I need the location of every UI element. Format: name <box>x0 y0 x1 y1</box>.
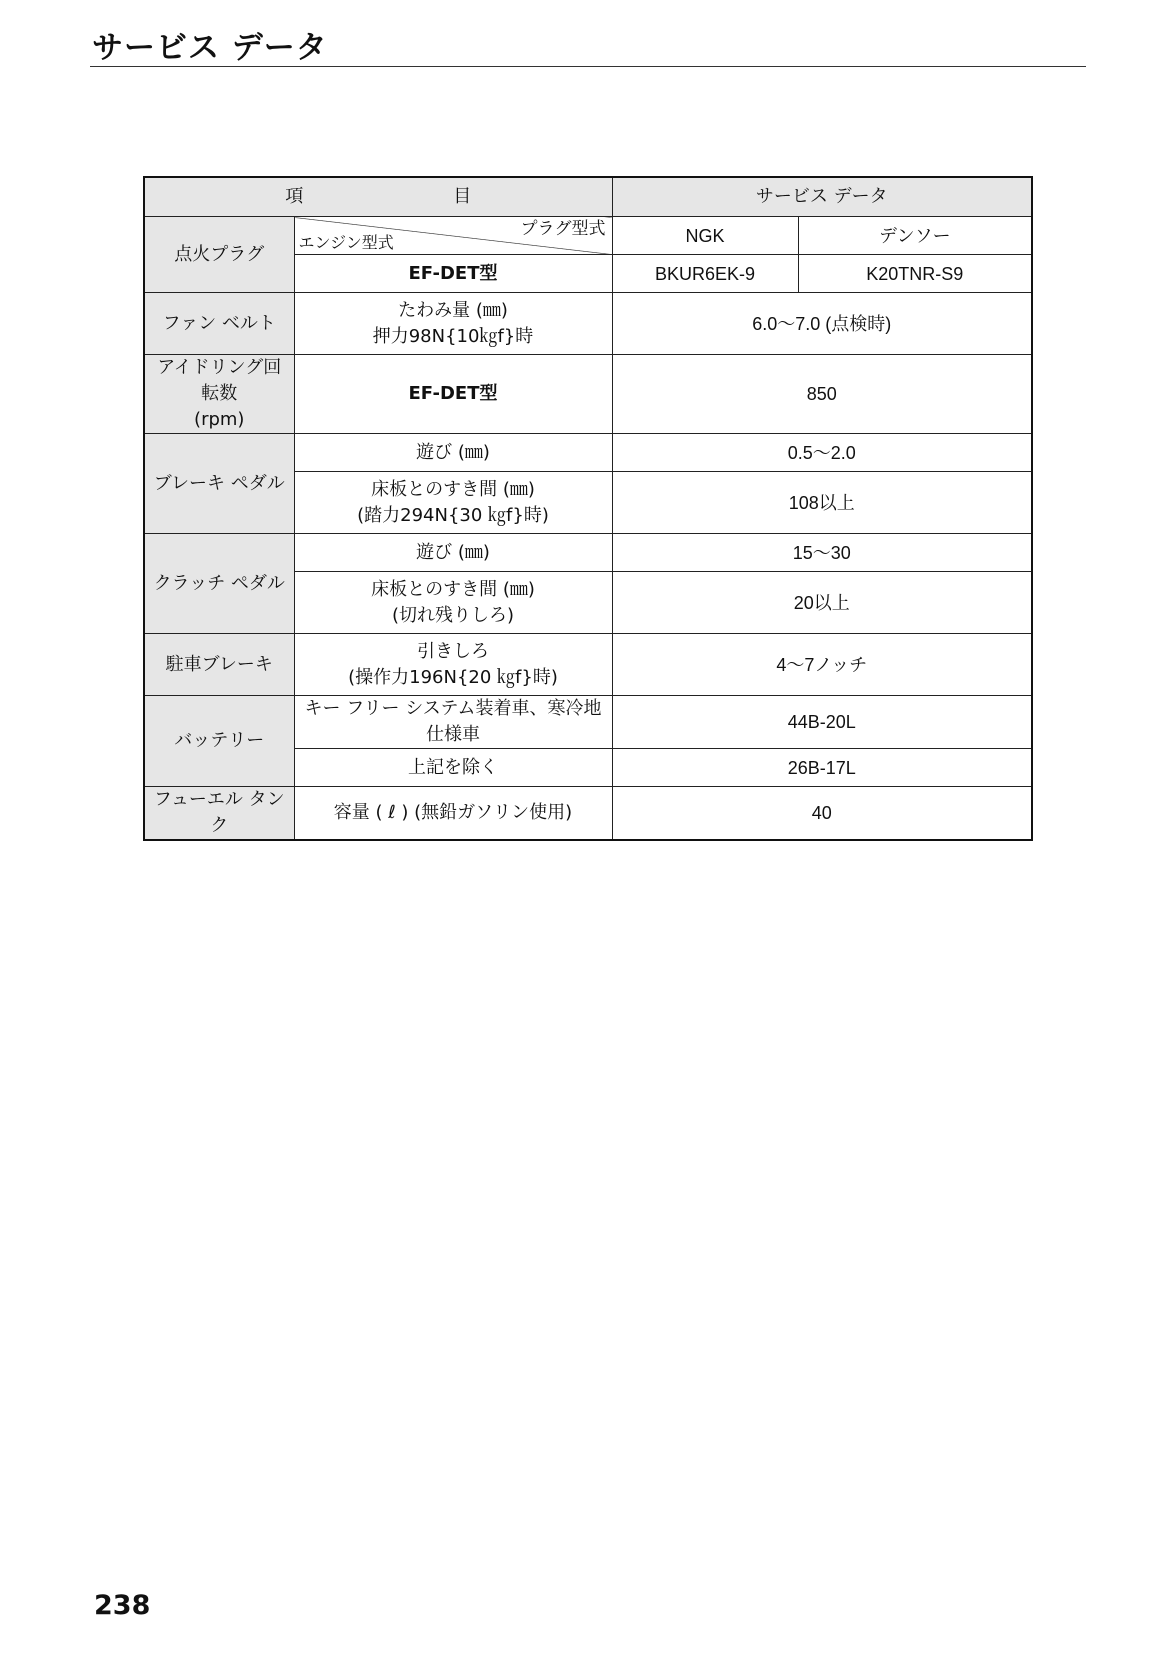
table-row <box>144 634 1032 696</box>
diagonal-header-cell <box>294 217 612 255</box>
brake-clearance-value: 108以上 <box>612 472 1032 534</box>
category-battery: バッテリー <box>144 696 294 787</box>
fuel-tank-value: 40 <box>612 787 1032 841</box>
header-item-left: 項 <box>285 186 304 207</box>
parking-brake-item: 引きしろ (操作力196N{20 ㎏f}時) <box>294 634 612 696</box>
fuel-tank-item: 容量 ( ℓ ) (無鉛ガソリン使用) <box>294 787 612 841</box>
brake-play-item: 遊び (㎜) <box>294 434 612 472</box>
engine-model: EF-DET型 <box>294 255 612 293</box>
service-data-table <box>143 176 1033 841</box>
battery-keyfree-value: 44B-20L <box>612 696 1032 749</box>
idle-speed-value: 850 <box>612 355 1032 434</box>
table-row <box>144 787 1032 841</box>
header-service-data: サービス データ <box>612 177 1032 217</box>
table-row <box>144 293 1032 355</box>
idle-engine-model: EF-DET型 <box>294 355 612 434</box>
fan-belt-value: 6.0～7.0 (点検時) <box>612 293 1032 355</box>
engine-type-label: エンジン型式 <box>298 233 394 252</box>
table-header-row <box>144 177 1032 217</box>
title-divider <box>90 66 1086 67</box>
table-row <box>144 355 1032 434</box>
battery-keyfree-item: キー フリー システム装着車、寒冷地仕様車 <box>294 696 612 749</box>
category-brake-pedal: ブレーキ ペダル <box>144 434 294 534</box>
brand-ngk: NGK <box>612 217 798 255</box>
page-title: サービス データ <box>92 30 328 66</box>
plug-type-label: プラグ型式 <box>520 219 606 239</box>
header-item-right: 目 <box>453 186 472 207</box>
category-spark-plug: 点火プラグ <box>144 217 294 293</box>
battery-other-item: 上記を除く <box>294 749 612 787</box>
fan-belt-item: たわみ量 (㎜) 押力98N{10㎏f}時 <box>294 293 612 355</box>
clutch-play-value: 15～30 <box>612 534 1032 572</box>
brake-play-value: 0.5～2.0 <box>612 434 1032 472</box>
category-clutch-pedal: クラッチ ペダル <box>144 534 294 634</box>
page-number: 238 <box>94 1590 151 1621</box>
table-row <box>144 217 1032 255</box>
ngk-plug-value: BKUR6EK-9 <box>612 255 798 293</box>
category-fuel-tank: フューエル タンク <box>144 787 294 841</box>
table-row <box>144 534 1032 572</box>
category-parking-brake: 駐車ブレーキ <box>144 634 294 696</box>
battery-other-value: 26B-17L <box>612 749 1032 787</box>
clutch-clearance-value: 20以上 <box>612 572 1032 634</box>
clutch-play-item: 遊び (㎜) <box>294 534 612 572</box>
table-row <box>144 696 1032 749</box>
clutch-clearance-item: 床板とのすき間 (㎜) (切れ残りしろ) <box>294 572 612 634</box>
table-row <box>144 434 1032 472</box>
header-item <box>144 177 612 217</box>
brand-denso: デンソー <box>798 217 1032 255</box>
parking-brake-value: 4～7ノッチ <box>612 634 1032 696</box>
brake-clearance-item: 床板とのすき間 (㎜) (踏力294N{30 ㎏f}時) <box>294 472 612 534</box>
category-fan-belt: ファン ベルト <box>144 293 294 355</box>
denso-plug-value: K20TNR-S9 <box>798 255 1032 293</box>
category-idle-speed: アイドリング回転数 (rpm) <box>144 355 294 434</box>
